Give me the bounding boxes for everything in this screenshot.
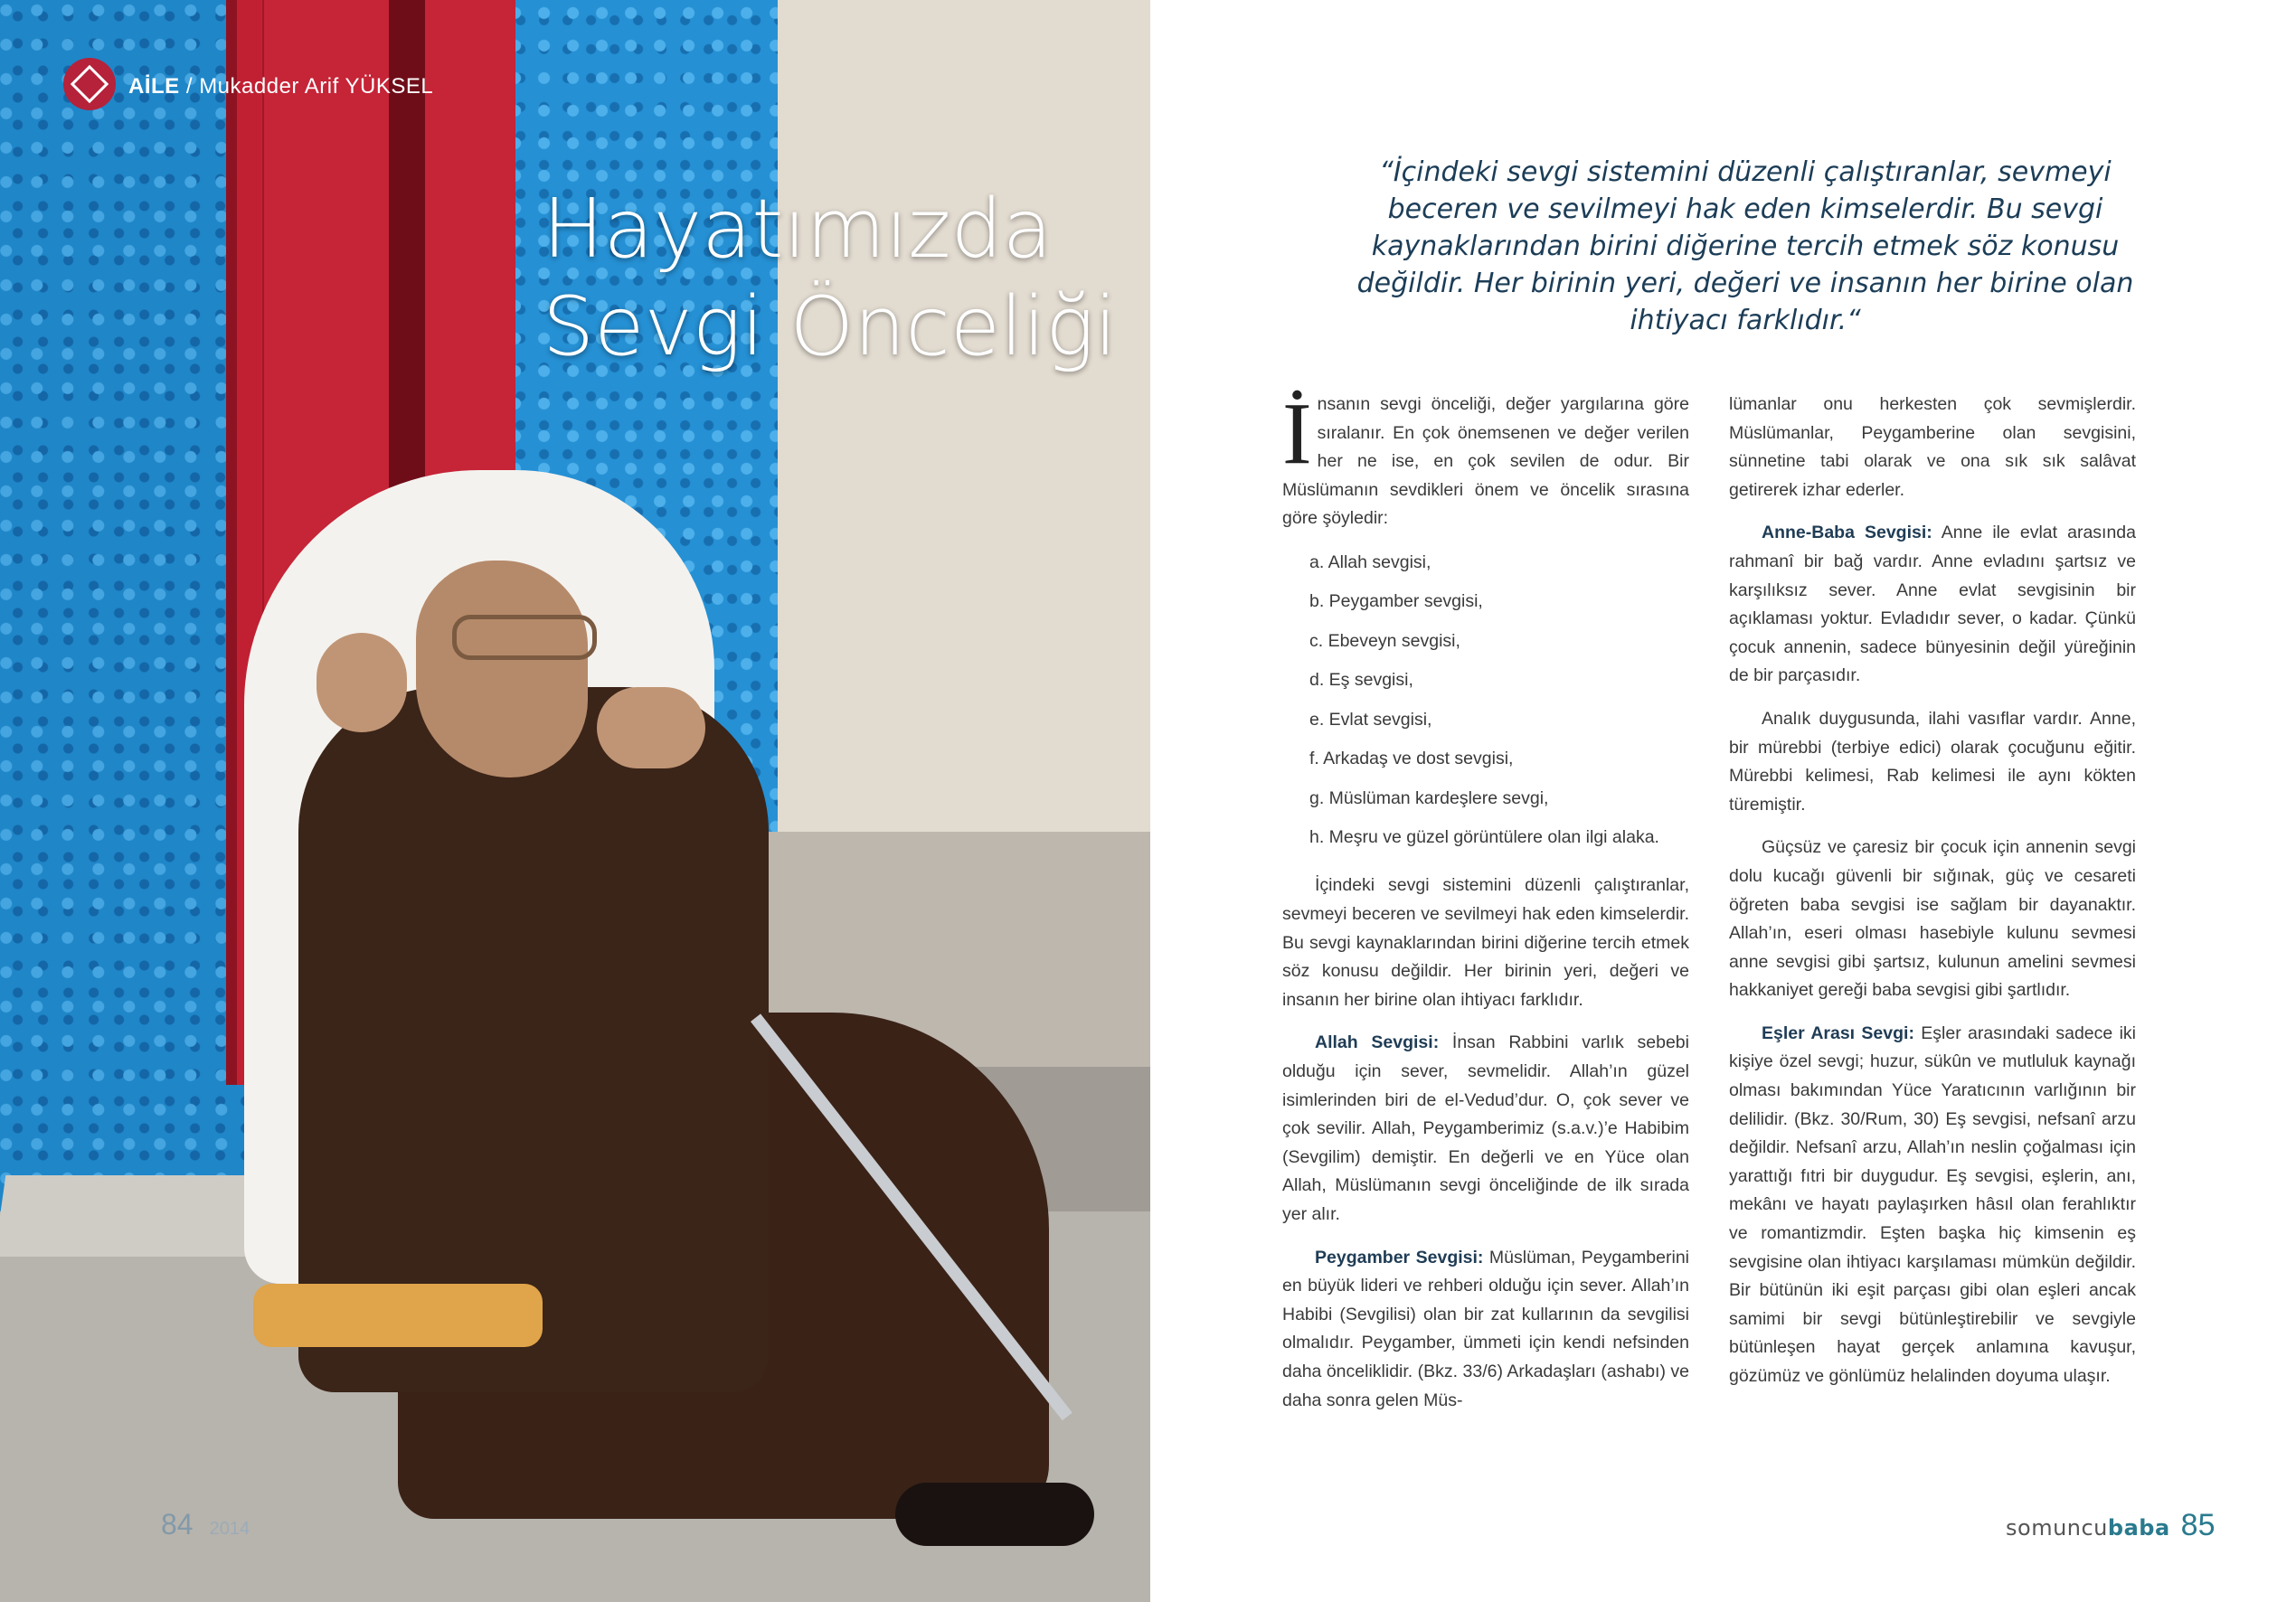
- list-item: c. Ebeveyn sevgisi,: [1309, 630, 1460, 651]
- priority-list: [1309, 548, 1689, 853]
- pull-quote-line: ihtiyacı farklıdır.“: [1630, 305, 1861, 336]
- intro-text: nsanın sevgi önceliği, değer yargılarına göre sıralanır. En çok önemsenen ve değer verilen her ne ise, en çok sevilen de odur. Bir Müslümanın sevdikleri önem ve öncelik sırasına göre şöyledir:: [1282, 394, 1689, 529]
- paragraph: Güçsüz ve çaresiz bir çocuk için annenin sevgi dolu kucağı güvenli bir sığınak, güç ve cesareti öğreten baba sevgisi ise sağlam bir dayanaktır. Allah’ın, eseri olması hasebiyle kulunu sevmesi anne sevgisi gibi şartsız, kulunun amelini sevmesi hakkaniyet gereği baba sevgisi gibi şartlıdır.: [1729, 837, 2136, 1001]
- folio-left: [161, 1508, 250, 1541]
- subheading: Peygamber Sevgisi:: [1315, 1247, 1484, 1267]
- text-column-2: [1729, 391, 2136, 1406]
- photo-glasses: [452, 615, 597, 660]
- paragraph-continued: lümanlar onu herkesten çok sevmişlerdir. Müslümanlar, Peygamberine olan sevgisini, sünnetine tabi olarak ve ona sık sık salâvat getirerek izhar ederler.: [1729, 394, 2136, 500]
- text-column-1: [1282, 385, 1689, 1429]
- paragraph-peygamber: [1282, 1244, 1689, 1416]
- folio-right: [2006, 1508, 2215, 1543]
- paragraph-esler: [1729, 1020, 2136, 1391]
- pull-quote-line: kaynaklarından birini diğerine tercih etmek söz konusu: [1371, 231, 2120, 262]
- category-diamond-icon: [63, 58, 116, 110]
- list-item: g. Müslüman kardeşlere sevgi,: [1309, 787, 1549, 808]
- header-separator: /: [179, 74, 200, 99]
- drop-cap: İ: [1282, 385, 1312, 483]
- photo-beige-wall: [778, 0, 1150, 868]
- pull-quote-line: değildir. Her birinin yeri, değeri ve insanın her birine olan: [1356, 268, 2134, 299]
- category-label: AİLE: [128, 74, 180, 99]
- photo-cushion: [253, 1284, 543, 1347]
- photo-face: [416, 561, 588, 777]
- title-line-1: Hayatımızda: [543, 182, 1053, 277]
- magazine-logo: [2006, 1515, 2170, 1541]
- paragraph: İçindeki sevgi sistemini düzenli çalıştıranlar, sevmeyi beceren ve sevilmeyi hak eden kimselerdir. Bu sevgi kaynaklarından birini diğerine tercih etmek söz konusu değildir. Her birinin yeri, değeri ve insanın her birine olan ihtiyacı farklıdır.: [1282, 875, 1689, 1010]
- pull-quote-line: beceren ve sevilmeyi hak eden kimselerdir. Bu sevgi: [1387, 193, 2103, 225]
- pull-quote: [1311, 154, 2179, 339]
- logo-part-2: baba: [2107, 1515, 2170, 1541]
- subheading: Allah Sevgisi:: [1315, 1032, 1440, 1053]
- logo-part-1: somuncu: [2006, 1515, 2108, 1541]
- paragraph-anne-baba: [1729, 519, 2136, 691]
- pull-quote-line: “İçindeki sevgi sistemini düzenli çalıştıranlar, sevmeyi: [1379, 156, 2112, 188]
- paragraph-text: Anne ile evlat arasında rahmanî bir bağ vardır. Anne evladını şartsız ve karşılıksız sever. Anne evlat sevgisinin bir açıklaması yoktur. Evladıdır sever, o kadar. Çünkü çocuk annenin, sadece bünyesinin değil yüreğinin de bir parçasıdır.: [1729, 523, 2136, 686]
- list-item: a. Allah sevgisi,: [1309, 551, 1431, 572]
- photo-hand-right: [597, 687, 705, 768]
- author-name: Mukadder Arif YÜKSEL: [199, 74, 434, 99]
- article-title: [543, 181, 1117, 376]
- paragraph-text: İnsan Rabbini varlık sebebi olduğu için sever, sevmelidir. Allah’ın güzel isimlerinden biri de el-Vedud’dur. O, çok sever ve çok sevilir. Allah, Peygamberimiz (s.a.v.)’e Habibim (Sevgilim) demiştir. En değerli ve en Yüce olan Allah, Müslümanın sevgi önceliğinde de ilk sırada yer alır.: [1282, 1032, 1689, 1224]
- issue-year: 2014: [209, 1519, 250, 1539]
- section-header: [128, 74, 433, 99]
- paragraph-text: Müslüman, Peygamberini en büyük lideri ve rehberi olduğu için sever. Allah’ın Habibi (Sevgilisi) olan bir zat kullarının da sevgilisi olmalıdır. Peygamber, ümmeti için kendi nefsinden daha önceliklidir. (Bkz. 33/6) Arkadaşları (ashabı) ve daha sonra gelen Müs-: [1282, 1247, 1689, 1410]
- title-line-2: Sevgi Önceliği: [543, 279, 1118, 374]
- subheading: Anne-Baba Sevgisi:: [1762, 523, 1932, 543]
- page-number-left: 84: [161, 1508, 194, 1541]
- photo-shoes: [895, 1483, 1094, 1546]
- paragraph: Analık duygusunda, ilahi vasıflar vardır. Anne, bir mürebbi (terbiye edici) olarak çocuğunu eğitir. Mürebbi kelimesi, Rab kelimesi ile aynı kökten türemiştir.: [1729, 708, 2136, 815]
- list-item: b. Peygamber sevgisi,: [1309, 591, 1483, 612]
- paragraph-text: Eşler arasındaki sadece iki kişiye özel sevgi; huzur, sükûn ve mutluluk kaynağı olması bakımından Yüce Yaratıcının varlığının bir delilidir. (Bkz. 30/Rum, 30) Eş sevgisi, nefsanî arzu değildir. Nefsanî arzu, Allah’ın neslin çoğalması için yarattığı fıtri bir duygudur. Eş sevgisi, eşlerin, anı, mekânı ve hayatı paylaşırken hâsıl olan ferahlıktır ve romantizmdir. Eşten başka hiç kimsenin eş sevgisine olan ihtiyacı karşılaması mümkün değildir. Bir bütünün iki eşit parçası gibi olan eşleri ancak samimi bir sevgi bütünleştirebilir ve sevgiyle bütünleşen hayat gerçek anlamına kavuşur, gözümüz ve gönlümüz helalinden doyuma ulaşır.: [1729, 1022, 2136, 1386]
- photo-hand-left: [317, 633, 407, 732]
- list-item: e. Evlat sevgisi,: [1309, 709, 1432, 730]
- paragraph-allah: [1282, 1029, 1689, 1229]
- intro-paragraph: [1282, 385, 1689, 533]
- list-item: d. Eş sevgisi,: [1309, 670, 1413, 691]
- photo-blue-wall: [0, 0, 244, 1302]
- list-item: f. Arkadaş ve dost sevgisi,: [1309, 749, 1514, 769]
- page-number-right: 85: [2180, 1508, 2216, 1542]
- list-item: h. Meşru ve güzel görüntülere olan ilgi alaka.: [1309, 827, 1659, 848]
- subheading: Eşler Arası Sevgi:: [1762, 1022, 1914, 1043]
